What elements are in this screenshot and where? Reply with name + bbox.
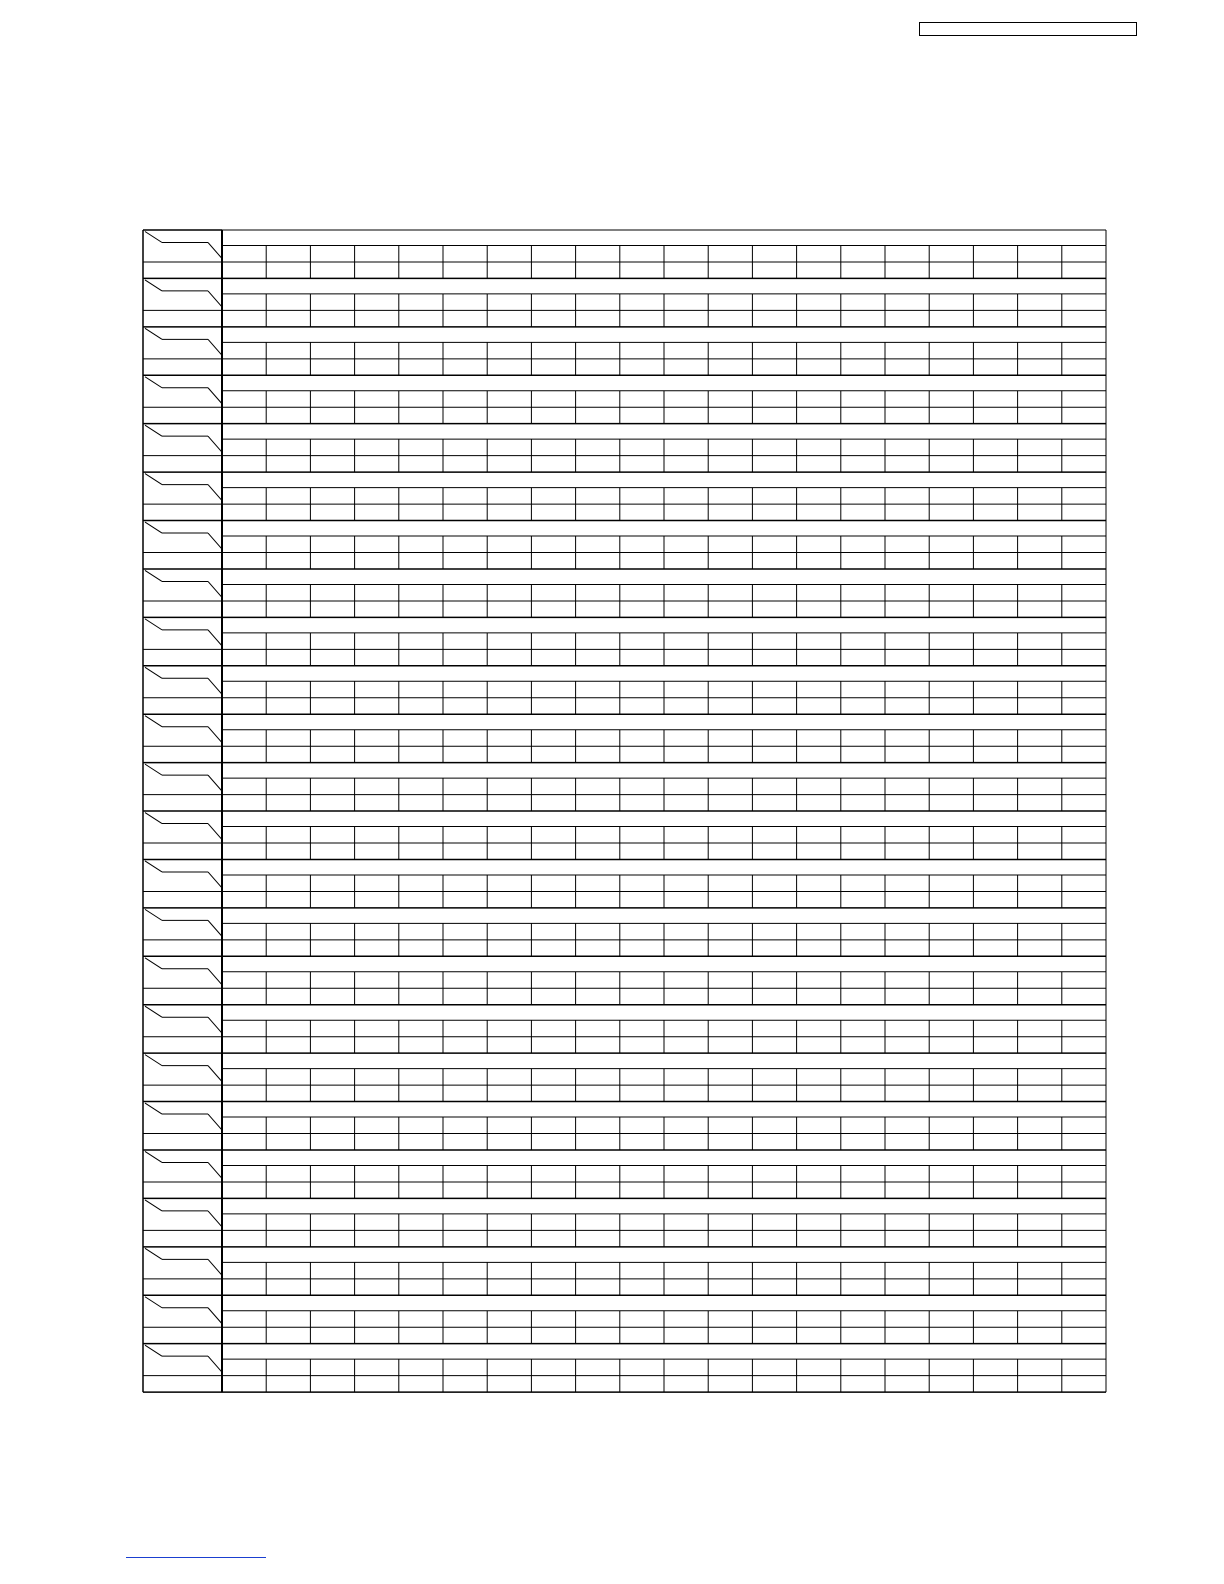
corner-diagonal-upper [145,1055,162,1066]
corner-diagonal-upper [145,280,162,291]
corner-diagonal-lower [208,630,222,646]
corner-diagonal-upper [145,232,162,243]
corner-diagonal-upper [145,958,162,969]
corner-diagonal-lower [208,581,222,597]
corner-diagonal-lower [208,1308,222,1324]
corner-diagonal-lower [208,436,222,452]
corner-diagonal-lower [208,243,222,259]
corner-diagonal-lower [208,727,222,743]
corner-diagonal-upper [145,570,162,581]
corner-diagonal-lower [208,1114,222,1130]
corner-diagonal-upper [145,1297,162,1308]
corner-diagonal-lower [208,1211,222,1227]
corner-diagonal-lower [208,291,222,307]
corner-diagonal-lower [208,969,222,985]
corner-diagonal-upper [145,1103,162,1114]
corner-diagonal-lower [208,533,222,549]
corner-diagonal-upper [145,328,162,339]
corner-diagonal-lower [208,1066,222,1082]
corner-diagonal-lower [208,1356,222,1372]
corner-diagonal-lower [208,1162,222,1178]
corner-diagonal-lower [208,388,222,404]
corner-diagonal-upper [145,1248,162,1259]
corner-diagonal-upper [145,1006,162,1017]
corner-diagonal-upper [145,425,162,436]
corner-diagonal-upper [145,716,162,727]
corner-diagonal-upper [145,861,162,872]
corner-diagonal-lower [208,339,222,355]
corner-diagonal-lower [208,920,222,936]
footer-link[interactable] [126,1557,266,1558]
corner-diagonal-upper [145,522,162,533]
corner-diagonal-upper [145,813,162,824]
corner-diagonal-lower [208,1017,222,1033]
corner-diagonal-upper [145,667,162,678]
corner-diagonal-lower [208,1259,222,1275]
corner-diagonal-upper [145,619,162,630]
corner-diagonal-upper [145,474,162,485]
corner-diagonal-lower [208,872,222,888]
corner-diagonal-lower [208,485,222,501]
corner-diagonal-upper [145,1345,162,1356]
corner-diagonal-upper [145,909,162,920]
corner-diagonal-upper [145,764,162,775]
corner-diagonal-lower [208,824,222,840]
corner-diagonal-upper [145,1151,162,1162]
corner-diagonal-upper [145,1200,162,1211]
corner-diagonal-lower [208,678,222,694]
corner-diagonal-upper [145,377,162,388]
corner-diagonal-lower [208,775,222,791]
